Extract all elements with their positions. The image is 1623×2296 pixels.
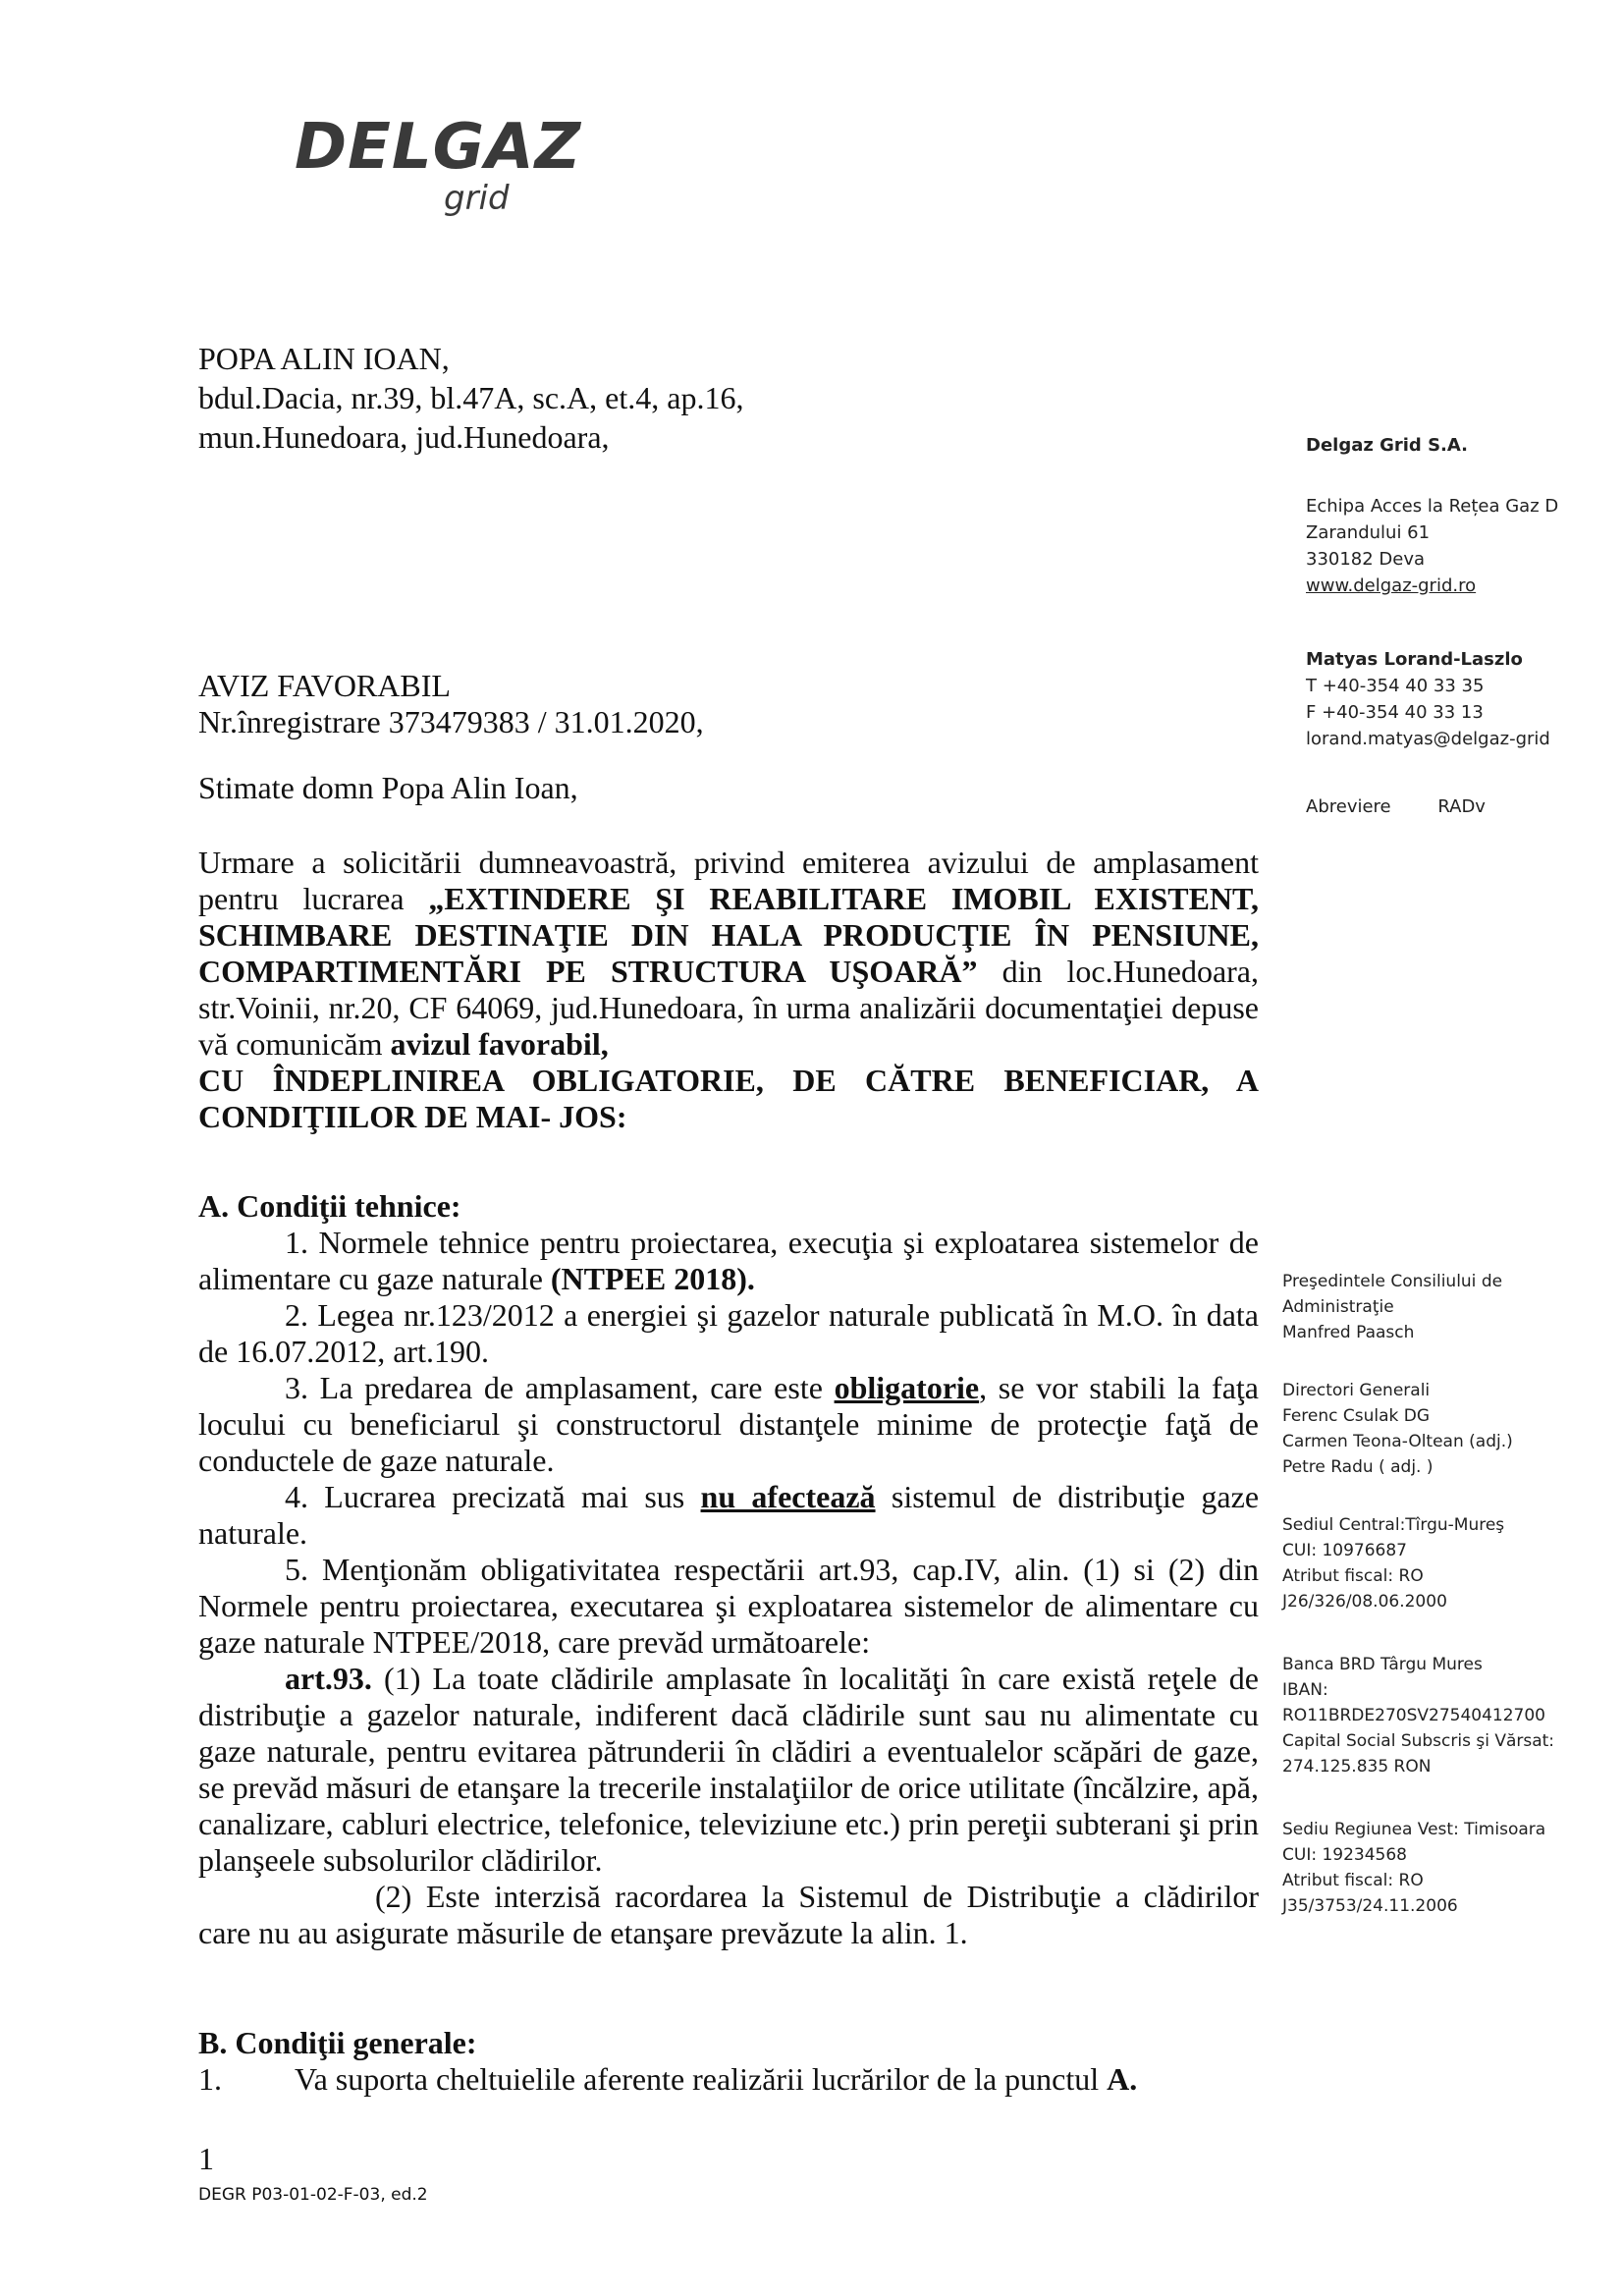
recipient-address [198,339,743,457]
hq-label: Sediul Central:Tîrgu-Mureş [1282,1515,1505,1535]
president-title: Preşedintele Consiliului de [1282,1272,1503,1291]
bank-name: Banca BRD Târgu Mures [1282,1655,1483,1674]
hq-reg: J26/326/08.06.2000 [1282,1592,1447,1612]
contact-block [1306,646,1550,752]
condition-a4: 4. Lucrarea precizată mai sus nu afectează sistemul de distribuţie gaze naturale. [198,1479,1260,1551]
region-label: Sediu Regiunea Vest: Timisoara [1282,1820,1546,1839]
condition-a2: 2. Legea nr.123/2012 a energiei şi gazelor naturale publicată în M.O. în data de 16.07.2012, art.190. [198,1297,1259,1369]
form-code: DEGR P03-01-02-F-03, ed.2 [198,2185,428,2205]
capital-value: 274.125.835 RON [1282,1757,1432,1777]
section-a-title: A. Condiţii tehnice: [198,1188,461,1224]
condition-a5: 5. Menţionăm obligativitatea respectării art.93, cap.IV, alin. (1) si (2) din Normele pentru proiectarea, executarea şi exploatarea sistemelor de alimentare cu gaze naturale NTPEE/2018, care prevăd următoarele: [198,1552,1259,1660]
hq-fiscal: Atribut fiscal: RO [1282,1566,1424,1586]
region-info [1282,1817,1545,1919]
article-93-2: (2) Este interzisă racordarea la Sistemul de Distribuţie a clădirilor care nu au asigurate măsurile de etanşare prevăzute la alin. 1. [198,1879,1259,1950]
company-web-link[interactable]: www.delgaz-grid.ro [1306,575,1477,596]
section-b [198,2025,1259,2098]
region-reg: J35/3753/24.11.2006 [1282,1896,1458,1916]
abbr-label: Abreviere [1306,796,1391,817]
article-93: art.93. (1) La toate clădirile amplasate în localităţi în care există reţele de distribuţie a gazelor naturale, indiferent dacă clădirile sunt sau nu alimentate cu gaze naturale, pentru evitarea pătrunderii în clădiri a eventualelor scăpări de gaze, se prevăd măsuri de etanşare la trecerile instalaţiilor de orice utilitate (încălzire, apă, canalizare, cabluri electrice, telefonice, televiziune etc.) prin pereţii subterani şi prin planşeele subsolurilor clădirilor. [198,1661,1259,1878]
page-number: 1 [198,2141,214,2176]
region-fiscal: Atribut fiscal: RO [1282,1871,1424,1890]
board-info [1282,1269,1502,1345]
letter-title-block [198,668,1259,740]
registration-number: Nr.înregistrare 373479383 / 31.01.2020, [198,704,704,739]
company-street: Zarandului 61 [1306,522,1431,543]
company-address [1306,493,1600,599]
contact-fax: F +40-354 40 33 13 [1306,702,1484,723]
condition-a3: 3. La predarea de amplasament, care este obligatorie, se vor stabili la faţa locului cu beneficiarul şi constructorul distanţele minime de protecţie faţă de conductele de gaze naturale. [198,1370,1260,1478]
section-b-title: B. Condiţii generale: [198,2025,477,2060]
letter-title: AVIZ FAVORABIL [198,668,451,703]
recipient-street: bdul.Dacia, nr.39, bl.47A, sc.A, et.4, ap.16, [198,380,744,415]
directors-title: Directori Generali [1282,1381,1431,1400]
directors-info [1282,1378,1513,1480]
iban-label: IBAN: [1282,1680,1328,1700]
delgaz-logo: DELGAZ [295,111,582,184]
delgaz-logo-sub: grid [444,179,510,218]
bank-info [1282,1652,1554,1779]
condition-b1: 1. Va suporta cheltuielile aferente realizării lucrărilor de la punctul A. [198,2061,1138,2097]
director-3: Petre Radu ( adj. ) [1282,1457,1434,1477]
abbreviation [1306,793,1486,820]
region-cui: CUI: 19234568 [1282,1845,1407,1865]
intro-paragraph: Urmare a solicitării dumneavoastră, privind emiterea avizului de amplasament pentru lucrarea „EXTINDERE ŞI REABILITARE IMOBIL EXISTENT, SCHIMBARE DESTINAŢIE DIN HALA PRODUCŢIE ÎN PENSIUNE, COMPARTIMENTĂRI PE STRUCTURA UŞOARĂ” din loc.Hunedoara, str.Voinii, nr.20, CF 64069, jud.Hunedoara, în urma analizării documentaţiei depuse vă comunicăm avizul favorabil, CU ÎNDEPLINIREA OBLIGATORIE, DE CĂTRE BENEFICIAR, A CONDIŢIILOR DE MAI- JOS: [198,845,1259,1134]
conditions-heading: CU ÎNDEPLINIREA OBLIGATORIE, DE CĂTRE BENEFICIAR, A CONDIŢIILOR DE MAI- JOS: [198,1063,1259,1134]
company-name: Delgaz Grid S.A. [1306,435,1468,456]
capital-label: Capital Social Subscris şi Vărsat: [1282,1731,1555,1751]
section-a [198,1188,1259,1951]
president-title-2: Administraţie [1282,1297,1394,1317]
iban-value: RO11BRDE270SV27540412700 [1282,1706,1545,1725]
company-city: 330182 Deva [1306,549,1426,570]
recipient-name: POPA ALIN IOAN, [198,341,450,376]
director-2: Carmen Teona-Oltean (adj.) [1282,1432,1513,1451]
director-1: Ferenc Csulak DG [1282,1406,1431,1426]
president-name: Manfred Paasch [1282,1323,1415,1342]
company-team: Echipa Acces la Rețea Gaz D [1306,496,1559,517]
recipient-city: mun.Hunedoara, jud.Hunedoara, [198,419,610,455]
contact-email[interactable]: lorand.matyas@delgaz-grid [1306,729,1550,749]
headquarters-info [1282,1512,1504,1614]
greeting: Stimate domn Popa Alin Ioan, [198,770,578,805]
contact-tel: T +40-354 40 33 35 [1306,676,1485,696]
abbr-value: RADv [1437,796,1486,817]
contact-name: Matyas Lorand-Laszlo [1306,649,1523,670]
condition-a1: 1. Normele tehnice pentru proiectarea, execuţia şi exploatarea sistemelor de alimentare cu gaze naturale (NTPEE 2018). [198,1225,1259,1296]
hq-cui: CUI: 10976687 [1282,1541,1407,1560]
